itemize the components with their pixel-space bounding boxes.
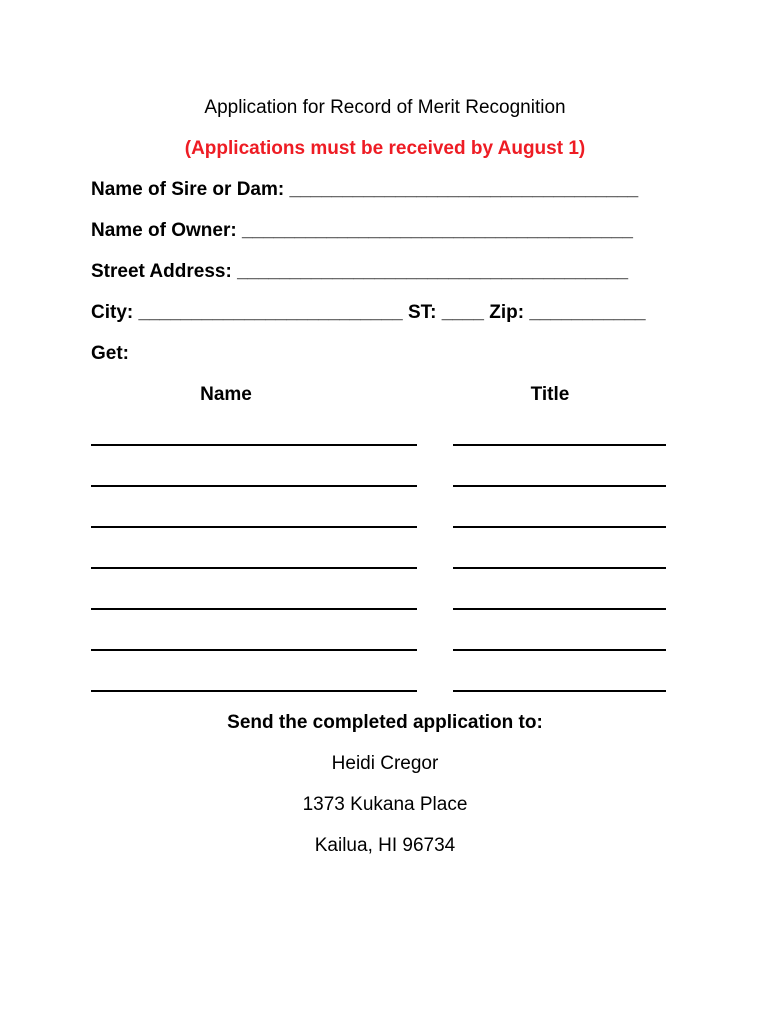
get-label: Get: (91, 343, 129, 364)
name-entry-line[interactable] (91, 567, 417, 569)
recipient-city: Kailua, HI 96734 (314, 835, 456, 856)
recipient-name: Heidi Cregor (331, 753, 439, 774)
name-entry-line[interactable] (91, 444, 417, 446)
recipient-street: 1373 Kukana Place (302, 794, 468, 815)
title-entry-line[interactable] (453, 526, 666, 528)
title-entry-line[interactable] (453, 485, 666, 487)
name-column-header: Name (200, 384, 252, 405)
deadline-notice: (Applications must be received by August 1) (184, 138, 586, 159)
title-entry-line[interactable] (453, 649, 666, 651)
owner-field[interactable]: Name of Owner: _____________________________________ (91, 220, 633, 241)
title-entry-line[interactable] (453, 567, 666, 569)
name-entry-line[interactable] (91, 485, 417, 487)
sire-dam-field[interactable]: Name of Sire or Dam: _________________________________ (91, 179, 639, 200)
title-entry-line[interactable] (453, 444, 666, 446)
name-entry-line[interactable] (91, 526, 417, 528)
send-to-heading: Send the completed application to: (227, 712, 543, 733)
title-column-header: Title (530, 384, 570, 405)
street-address-field[interactable]: Street Address: _____________________________________ (91, 261, 629, 282)
name-entry-line[interactable] (91, 649, 417, 651)
title-entry-line[interactable] (453, 690, 666, 692)
name-entry-line[interactable] (91, 608, 417, 610)
title-entry-line[interactable] (453, 608, 666, 610)
form-title: Application for Record of Merit Recognition (204, 97, 566, 118)
name-entry-line[interactable] (91, 690, 417, 692)
city-state-zip-field[interactable]: City: _________________________ ST: ____ Zip: ___________ (91, 302, 646, 323)
